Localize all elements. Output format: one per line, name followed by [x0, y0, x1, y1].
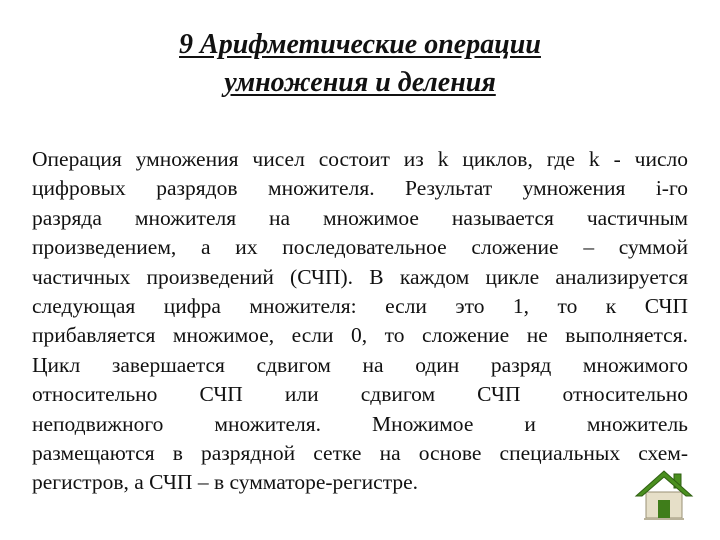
title-line-1: 9 Арифметические операции [179, 29, 541, 60]
body-line: частичных произведений (СЧП). В каждом цикле анализируется [32, 264, 688, 289]
title-line-2: умножения и деления [224, 67, 496, 98]
body-line: прибавляется множимое, если 0, то сложение не выполняется. [32, 323, 688, 348]
body-line: Цикл завершается сдвигом на один разряд множимого [32, 352, 688, 377]
page-title [0, 26, 720, 102]
body-line: следующая цифра множителя: если это 1, то к СЧП [32, 294, 688, 319]
body-line: цифровых разрядов множителя. Результат умножения i-го [32, 176, 688, 201]
body-line: Операция умножения чисел состоит из k циклов, где k - число [32, 147, 688, 171]
body-line: неподвижного множителя. Множимое и множитель [32, 411, 688, 436]
body-line: размещаются в разрядной сетке на основе специальных схем- [32, 441, 688, 466]
body-line: произведением, а их последовательное сложение – суммой [32, 235, 688, 260]
body-line: относительно СЧП или сдвигом СЧП относительно [32, 382, 688, 407]
body-paragraph [32, 145, 688, 498]
home-button[interactable] [634, 466, 694, 522]
home-icon [634, 466, 694, 522]
body-line: разряда множителя на множимое называется частичным [32, 205, 688, 230]
body-line: регистров, а СЧП – в сумматоре-регистре. [32, 470, 419, 495]
